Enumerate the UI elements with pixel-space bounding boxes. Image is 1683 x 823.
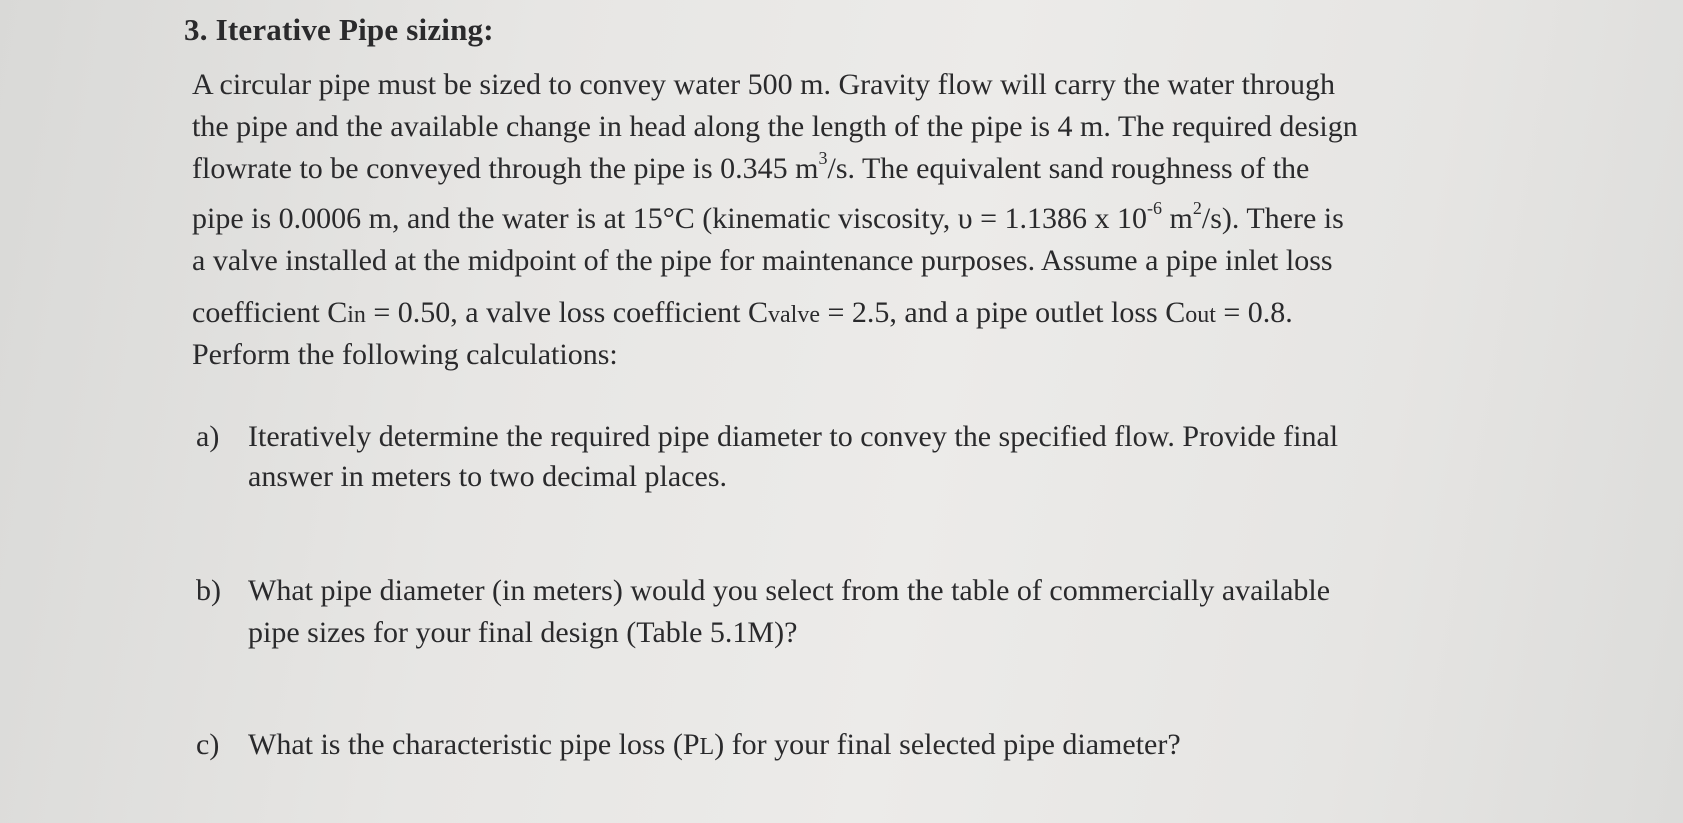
question-c-text-end: ) for your final selected pipe diameter? (714, 728, 1181, 761)
square-superscript: 2 (1192, 198, 1202, 218)
question-a-line-2: answer in meters to two decimal places. (248, 460, 728, 493)
valve-subscript: valve (768, 302, 820, 328)
question-a-line-1: Iteratively determine the required pipe diameter to convey the specified flow. Provide final (248, 420, 1339, 453)
cubic-superscript: 3 (818, 148, 828, 168)
question-c-label: c) (196, 728, 220, 761)
question-b-line-1: What pipe diameter (in meters) would you select from the table of commercially available (248, 574, 1331, 607)
paragraph-line-7: Perform the following calculations: (192, 338, 618, 371)
coefficient-text: coefficient C (192, 296, 348, 329)
viscosity-text: pipe is 0.0006 m, and the water is at 15°C (kinematic viscosity, υ = 1.1386 x 10 (192, 202, 1148, 235)
paragraph-line-6 (192, 298, 1293, 328)
flowrate-text: flowrate to be conveyed through the pipe is 0.345 m (192, 152, 819, 185)
paragraph-line-2: the pipe and the available change in head along the length of the pipe is 4 m. The required design (192, 110, 1358, 143)
outlet-subscript: out (1185, 302, 1216, 328)
paragraph-line-1: A circular pipe must be sized to convey water 500 m. Gravity flow will carry the water through (192, 68, 1335, 101)
paragraph-line-4 (192, 198, 1344, 235)
unit-text: m (1162, 202, 1193, 235)
loss-subscript: L (699, 734, 715, 760)
valve-intro-text: /s). There is (1201, 202, 1344, 235)
outlet-value-text: = 0.8. (1215, 296, 1293, 329)
question-c-line-1 (248, 730, 1181, 760)
roughness-text: /s. The equivalent sand roughness of the (827, 152, 1310, 185)
question-b-label: b) (196, 574, 221, 607)
problem-heading: 3. Iterative Pipe sizing: (184, 12, 494, 47)
exponent-superscript: -6 (1147, 198, 1163, 218)
inlet-subscript: in (347, 302, 366, 328)
question-a-label: a) (196, 420, 220, 453)
valve-coefficient-text: = 0.50, a valve loss coefficient C (365, 296, 768, 329)
paragraph-line-3 (192, 148, 1310, 185)
question-b-line-2: pipe sizes for your final design (Table 5.1M)? (248, 616, 798, 649)
outlet-coefficient-text: = 2.5, and a pipe outlet loss C (819, 296, 1186, 329)
question-c-text: What is the characteristic pipe loss (P (248, 728, 700, 761)
paragraph-line-5: a valve installed at the midpoint of the pipe for maintenance purposes. Assume a pipe inlet loss (192, 244, 1333, 277)
